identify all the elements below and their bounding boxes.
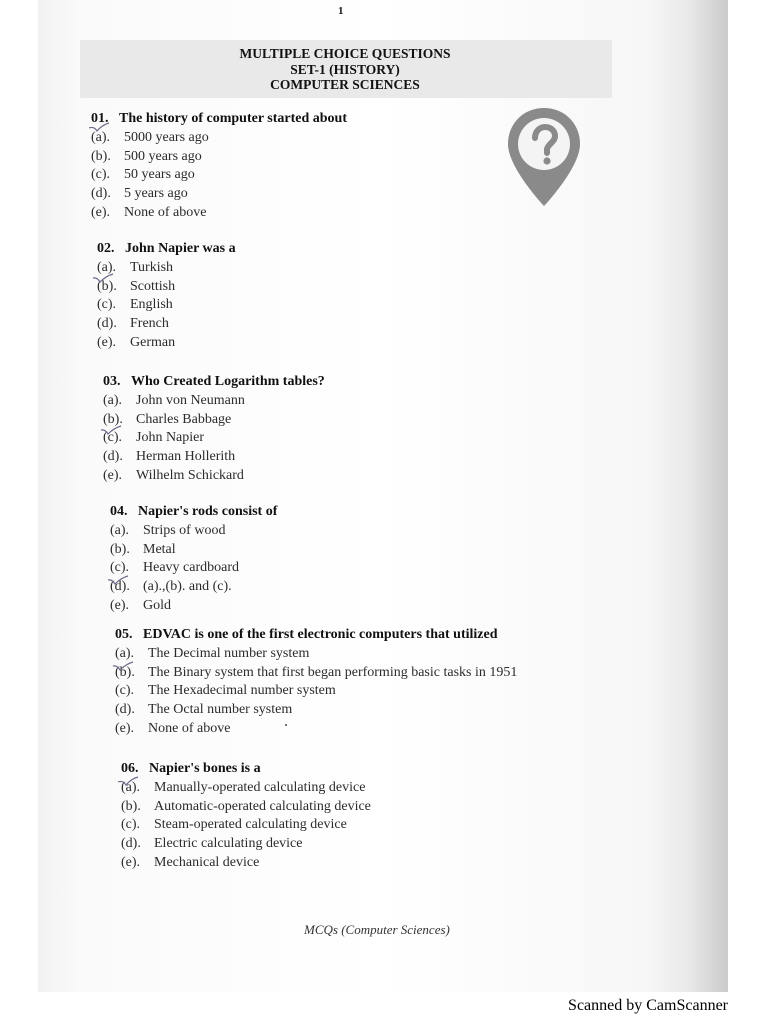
question-block (103, 373, 325, 486)
page-edge-shadow (688, 0, 728, 992)
option-text: Automatic-operated calculating device (154, 798, 371, 814)
option-label: (d). (121, 836, 141, 852)
option-label: (c). (97, 297, 117, 313)
option-label: (c). (110, 560, 130, 576)
option (91, 166, 347, 185)
option-label: (e). (97, 334, 117, 350)
option-label: (d). (110, 579, 130, 595)
option (103, 411, 325, 430)
question-number: 01. (91, 111, 109, 126)
option-text: None of above (148, 720, 231, 736)
question-number: 04. (110, 504, 128, 519)
option-text: Gold (143, 597, 171, 613)
question-number: 02. (97, 241, 115, 256)
option-label: (b). (91, 148, 111, 164)
question-title (110, 503, 277, 522)
option (97, 334, 236, 353)
option-label: (b). (110, 541, 130, 557)
option-text: French (130, 316, 169, 332)
question-text: Napier's rods consist of (138, 504, 278, 519)
option (110, 578, 277, 597)
option-label: (b). (103, 411, 123, 427)
question-title (103, 373, 325, 392)
question-text: EDVAC is one of the first electronic computers that utilized (143, 627, 498, 642)
option-label: (a). (115, 645, 135, 661)
question-number: 05. (115, 627, 133, 642)
option-text: Heavy cardboard (143, 560, 240, 576)
question-block (121, 760, 371, 873)
option (103, 392, 325, 411)
option (97, 315, 236, 334)
question-title (97, 240, 236, 259)
option-label: (c). (121, 817, 141, 833)
option-text: The Decimal number system (148, 645, 310, 661)
option-text: Strips of wood (143, 522, 226, 538)
option (103, 467, 325, 486)
option (97, 259, 236, 278)
option-text: English (130, 297, 173, 313)
option-text: Charles Babbage (136, 411, 232, 427)
option (110, 522, 277, 541)
option (91, 148, 347, 167)
question-block (97, 240, 236, 353)
option (91, 185, 347, 204)
question-number: 06. (121, 761, 139, 776)
option (110, 541, 277, 560)
option-text: German (130, 334, 176, 350)
question-title (121, 760, 371, 779)
option-label: (a). (97, 259, 117, 275)
option-label: (a). (103, 392, 123, 408)
option-text: The Hexadecimal number system (148, 683, 336, 699)
question-text: John Napier was a (125, 241, 236, 256)
option-label: (e). (91, 204, 111, 220)
option-label: (e). (121, 854, 141, 870)
option-text: John Napier (136, 430, 205, 446)
header-title: MULTIPLE CHOICE QUESTIONS (239, 46, 451, 61)
question-text: Napier's bones is a (149, 761, 261, 776)
option-text: The Octal number system (148, 702, 293, 718)
question-block (115, 626, 517, 739)
option-label: (d). (91, 186, 111, 202)
option-text: 5000 years ago (124, 129, 209, 145)
option-label: (d). (115, 702, 135, 718)
option-text: (a).,(b). and (c). (143, 579, 232, 595)
option-label: (a). (121, 779, 141, 795)
option-text: Herman Hollerith (136, 449, 236, 465)
question-title (91, 110, 347, 129)
option-text: Turkish (130, 259, 174, 275)
option-label: (d). (97, 316, 117, 332)
option (91, 129, 347, 148)
scanner-watermark: Scanned by CamScanner (568, 997, 728, 1014)
option-label: (e). (115, 720, 135, 736)
question-block (91, 110, 347, 223)
option-label: (b). (121, 798, 141, 814)
option-text: Manually-operated calculating device (154, 779, 366, 795)
option-label: (b). (97, 278, 117, 294)
option (115, 701, 517, 720)
header-subject: COMPUTER SCIENCES (270, 77, 420, 92)
question-number: 03. (103, 374, 121, 389)
option-text: The Binary system that first began performing basic tasks in 1951 (148, 664, 518, 680)
option (121, 816, 371, 835)
option-label: (e). (103, 467, 123, 483)
option-label: (b). (115, 664, 135, 680)
option-text: Wilhelm Schickard (136, 467, 244, 483)
option (115, 720, 517, 739)
option-text: Scottish (130, 278, 176, 294)
page-number: 1 (338, 5, 344, 17)
option-text: John von Neumann (136, 392, 245, 408)
question-block (110, 503, 277, 616)
option-text: 500 years ago (124, 148, 202, 164)
option-text: Steam-operated calculating device (154, 817, 347, 833)
question-text: Who Created Logarithm tables? (131, 374, 325, 389)
scan-speck (285, 724, 287, 726)
page-footer: MCQs (Computer Sciences) (304, 922, 450, 937)
option-label: (c). (91, 167, 111, 183)
option (103, 429, 325, 448)
option-text: None of above (124, 204, 207, 220)
option (115, 682, 517, 701)
option-label: (a). (110, 522, 130, 538)
option (110, 559, 277, 578)
option-text: Mechanical device (154, 854, 260, 870)
option (121, 798, 371, 817)
question-title (115, 626, 517, 645)
option (121, 779, 371, 798)
option-text: 5 years ago (124, 186, 188, 202)
option-label: (e). (110, 597, 130, 613)
question-mark-pin-icon (504, 104, 584, 210)
option-text: Metal (143, 541, 176, 557)
question-text: The history of computer started about (119, 111, 348, 126)
option (97, 296, 236, 315)
option (121, 854, 371, 873)
header-set: SET-1 (HISTORY) (290, 61, 400, 77)
option-text: Electric calculating device (154, 836, 303, 852)
option (103, 448, 325, 467)
option (91, 204, 347, 223)
option (115, 645, 517, 664)
option-text: 50 years ago (124, 167, 195, 183)
option-label: (a). (91, 129, 111, 145)
option (110, 597, 277, 616)
document-header (200, 46, 490, 93)
option (97, 278, 236, 297)
option (121, 835, 371, 854)
option-label: (c). (115, 683, 135, 699)
option-label: (d). (103, 449, 123, 465)
option-label: (c). (103, 430, 123, 446)
option (115, 664, 517, 683)
